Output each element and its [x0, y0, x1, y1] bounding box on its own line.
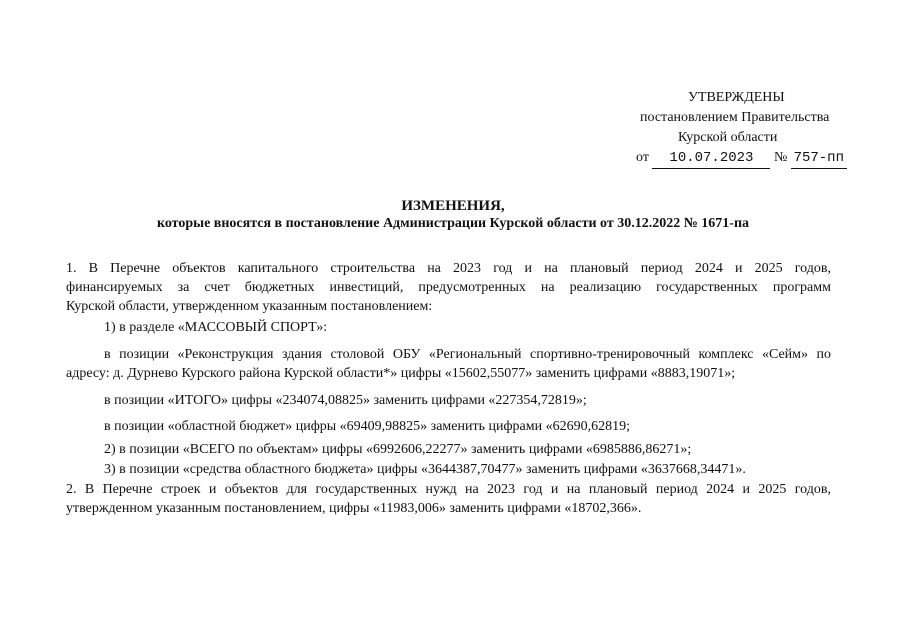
approval-date: 10.07.2023: [652, 149, 770, 169]
position-regional-budget: в позиции «областной бюджет» цифры «69409,98825» заменить цифрами «62690,62819;: [104, 419, 630, 434]
approval-number: 757-пп: [791, 149, 847, 169]
item2-line2: утвержденном указанным постановлением, цифры «11983,006» заменить цифрами «18702,366».: [66, 501, 642, 516]
position1-line2: адресу: д. Дурнево Курского района Курской области*» цифры «15602,55077» заменить цифрами «8883,19071»;: [66, 366, 736, 381]
approval-region: Курской области: [678, 130, 778, 145]
item1-line1: 1. В Перечне объектов капитального строительства на 2023 год и на плановый период 2024 и 2025 годов,: [66, 261, 831, 276]
item2-line1: 2. В Перечне строек и объектов для государственных нужд на 2023 год и на плановый период 2024 и 2025 годов,: [66, 482, 831, 497]
item1-line2: финансируемых за счет бюджетных инвестиций, предусмотренных на реализацию государственных программ: [66, 280, 831, 295]
subitem-1: 1) в разделе «МАССОВЫЙ СПОРТ»:: [104, 320, 328, 335]
number-prefix: №: [773, 150, 788, 165]
approval-date-line: [636, 148, 847, 169]
position1-line1: в позиции «Реконструкция здания столовой ОБУ «Региональный спортивно-тренировочный комплекс «Сейм» по: [104, 347, 831, 362]
approval-status: УТВЕРЖДЕНЫ: [688, 90, 785, 105]
approval-authority: постановлением Правительства: [640, 110, 830, 125]
subitem-2: 2) в позиции «ВСЕГО по объектам» цифры «6992606,22277» заменить цифрами «6985886,86271»;: [104, 442, 692, 457]
subitem-3: 3) в позиции «средства областного бюджета» цифры «3644387,70477» заменить цифрами «3637668,34471».: [104, 462, 746, 477]
document-subtitle: которые вносятся в постановление Администрации Курской области от 30.12.2022 № 1671-па: [156, 216, 750, 231]
position-itogo: в позиции «ИТОГО» цифры «234074,08825» заменить цифрами «227354,72819»;: [104, 393, 587, 408]
date-prefix: от: [636, 150, 649, 165]
item1-line3: Курской области, утвержденном указанным постановлением:: [66, 299, 433, 314]
document-title: ИЗМЕНЕНИЯ,: [401, 198, 505, 214]
